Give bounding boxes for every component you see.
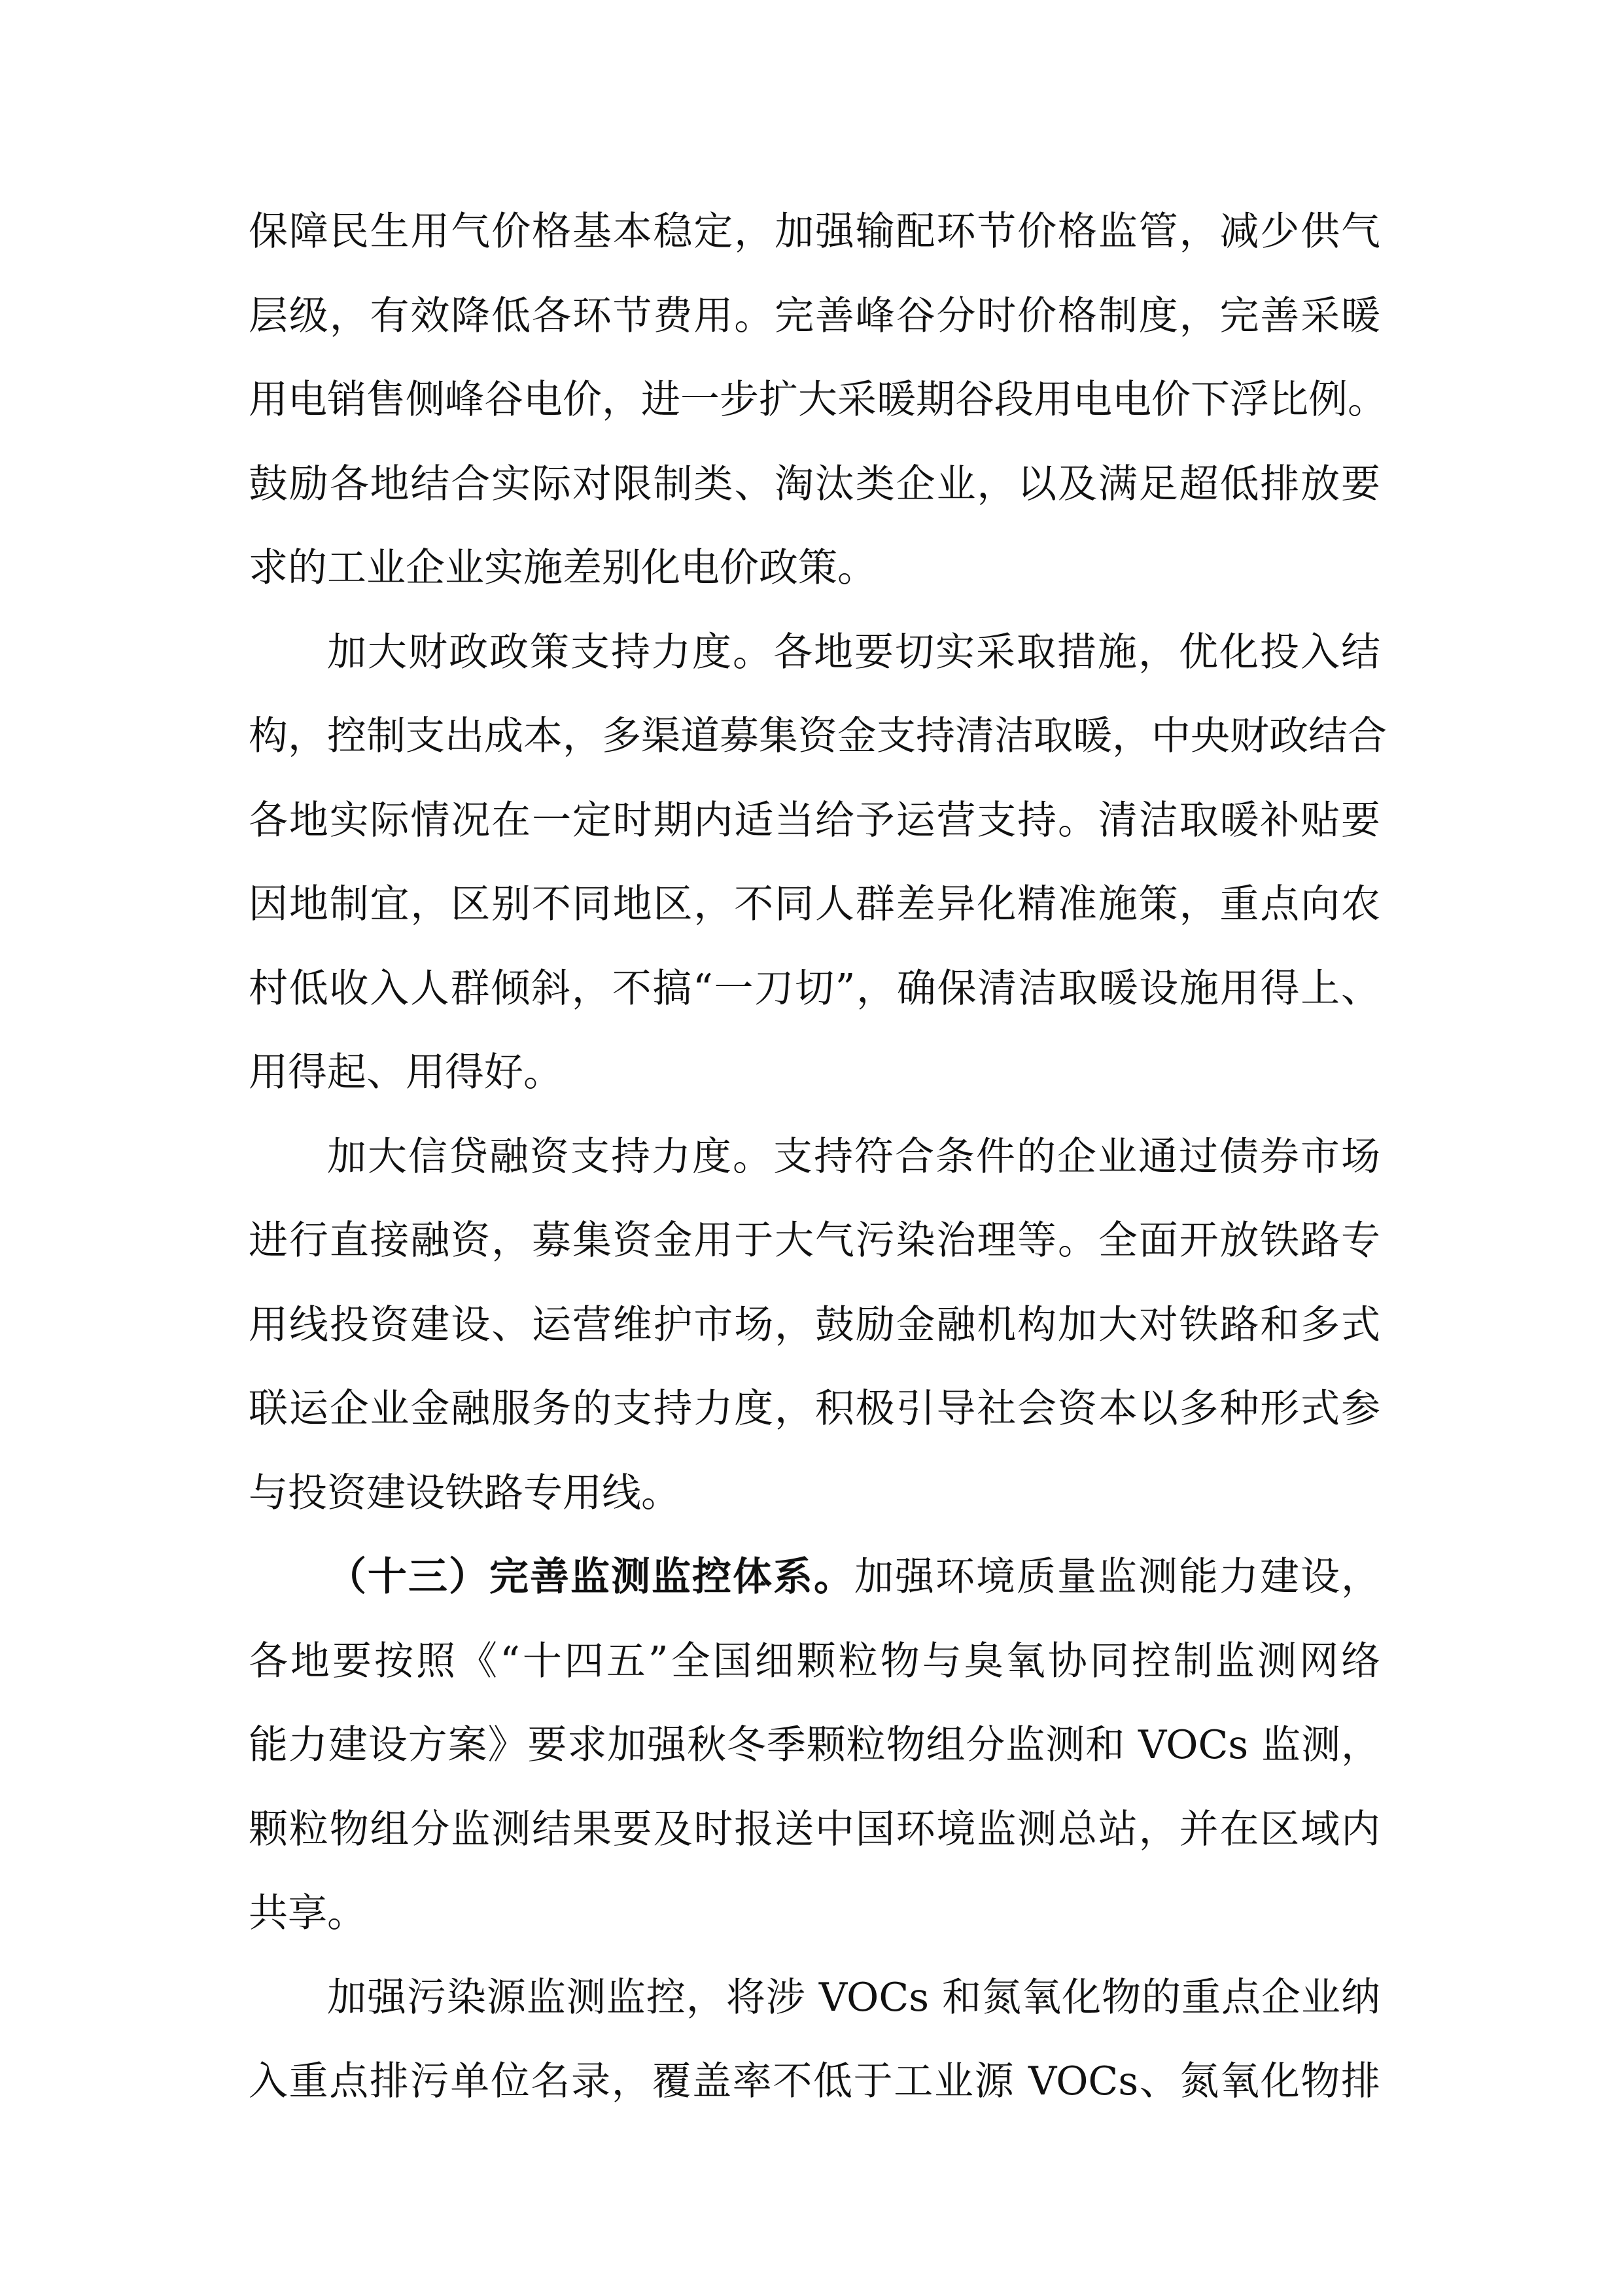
text-line: 用得起、用得好。 bbox=[249, 1050, 563, 1095]
text-line: 因地制宜，区别不同地区，不同人群差异化精准施策，重点向农 bbox=[249, 881, 1380, 927]
text-line: 各地要按照《“十四五”全国细颗粒物与臭氧协同控制监测网络 bbox=[249, 1638, 1380, 1684]
text-line: 共享。 bbox=[249, 1890, 366, 1936]
text-line: 用电销售侧峰谷电价，进一步扩大采暖期谷段用电电价下浮比例。 bbox=[249, 377, 1387, 423]
paragraph bbox=[249, 1115, 1380, 1536]
body-text bbox=[249, 190, 1387, 2124]
text-line: 联运企业金融服务的支持力度，积极引导社会资本以多种形式参 bbox=[249, 1386, 1380, 1432]
text-line: 进行直接融资，募集资金用于大气污染治理等。全面开放铁路专 bbox=[249, 1218, 1380, 1263]
text-line: 用线投资建设、运营维护市场，鼓励金融机构加大对铁路和多式 bbox=[249, 1301, 1380, 1348]
text-line: 加强污染源监测监控，将涉 VOCs 和氮氧化物的重点企业纳 bbox=[327, 1974, 1380, 2021]
paragraph bbox=[249, 1956, 1380, 2124]
paragraph bbox=[249, 190, 1387, 610]
paragraph bbox=[249, 1535, 1380, 1956]
text-line: 颗粒物组分监测结果要及时报送中国环境监测总站，并在区域内 bbox=[249, 1806, 1380, 1852]
text-line: 保障民生用气价格基本稳定，加强输配环节价格监管，减少供气 bbox=[249, 209, 1380, 255]
text-line: 加大信贷融资支持力度。支持符合条件的企业通过债券市场 bbox=[327, 1133, 1380, 1180]
text-line: 鼓励各地结合实际对限制类、淘汰类企业，以及满足超低排放要 bbox=[249, 461, 1380, 507]
text-line: 层级，有效降低各环节费用。完善峰谷分时价格制度，完善采暖 bbox=[249, 292, 1380, 339]
text-line: 能力建设方案》要求加强秋冬季颗粒物组分监测和 VOCs 监测， bbox=[249, 1722, 1380, 1768]
text-line: 村低收入人群倾斜，不搞“一刀切”，确保清洁取暖设施用得上、 bbox=[249, 965, 1380, 1012]
text-line: 入重点排污单位名录，覆盖率不低于工业源 VOCs、氮氧化物排 bbox=[249, 2058, 1380, 2104]
text-line: 加大财政政策支持力度。各地要切实采取措施，优化投入结 bbox=[327, 629, 1380, 675]
heading-line-rest: 加强环境质量监测能力建设， bbox=[854, 1554, 1380, 1600]
text-line: 构，控制支出成本，多渠道募集资金支持清洁取暖，中央财政结合 bbox=[249, 713, 1387, 759]
text-line bbox=[249, 1535, 1380, 1619]
text-line: 各地实际情况在一定时期内适当给予运营支持。清洁取暖补贴要 bbox=[249, 797, 1380, 843]
section-heading: （十三）完善监测监控体系。 bbox=[327, 1554, 854, 1600]
text-line: 求的工业企业实施差别化电价政策。 bbox=[249, 545, 877, 591]
paragraph bbox=[249, 610, 1387, 1115]
text-line: 与投资建设铁路专用线。 bbox=[249, 1470, 680, 1516]
